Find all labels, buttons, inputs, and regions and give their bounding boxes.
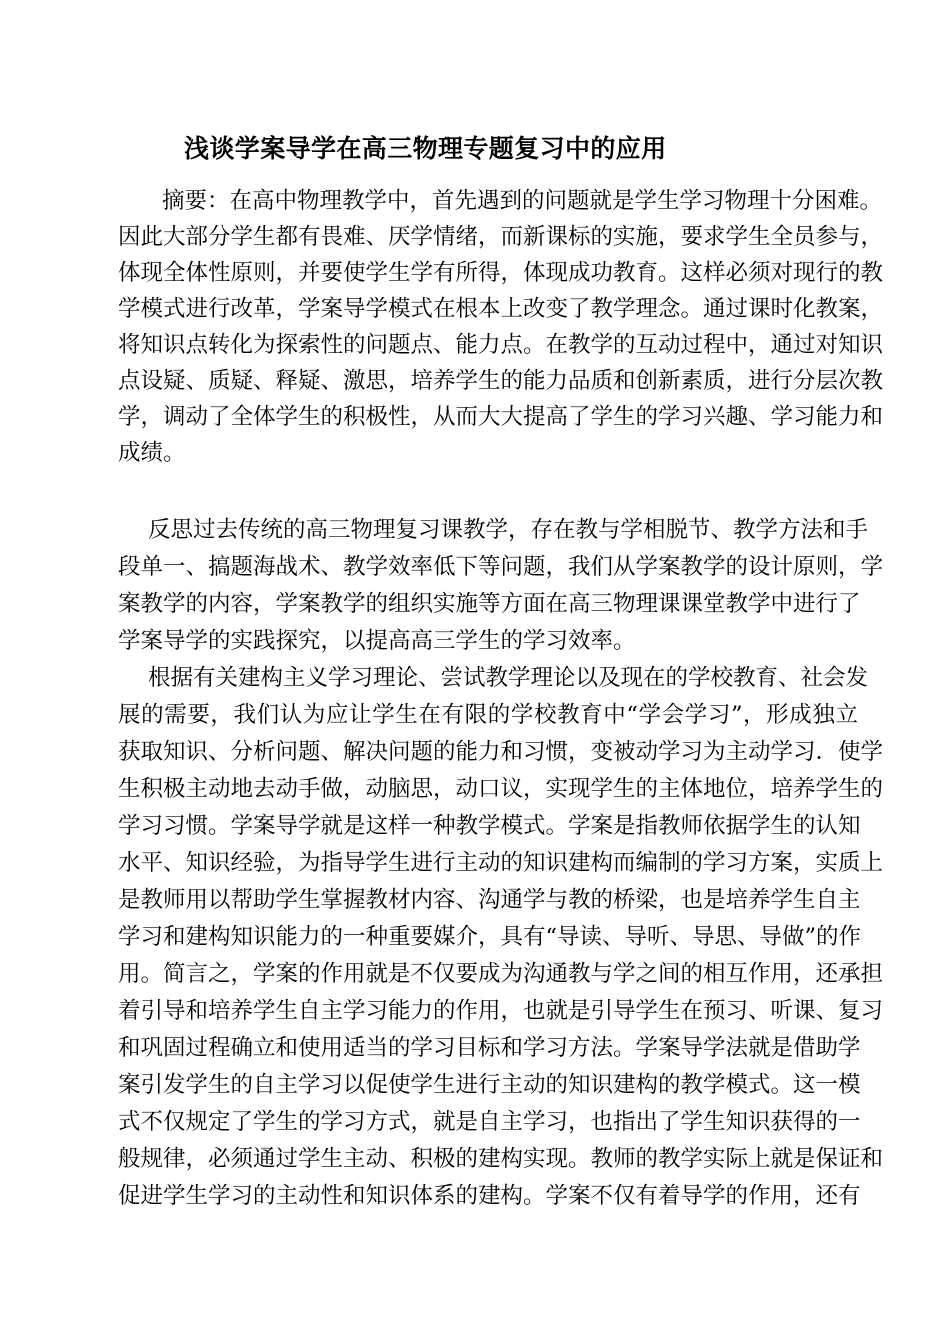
text-line: 案引发学生的自主学习以促使学生进行主动的知识建构的教学模式。这一模 [118, 1072, 861, 1098]
text-line: 生积极主动地去动手做，动脑思，动口议，实现学生的主体地位，培养学生的 [118, 776, 884, 802]
text-line: 学习习惯。学案导学就是这样一种教学模式。学案是指教师依据学生的认知 [118, 813, 861, 839]
text-line: 根据有关建构主义学习理论、尝试教学理论以及现在的学校教育、社会发 [148, 665, 869, 691]
text-line: 促进学生学习的主动性和知识体系的建构。学案不仅有着导学的作用，还有 [118, 1183, 861, 1209]
text-line: 案教学的内容，学案教学的组织实施等方面在高三物理课课堂教学中进行了 [118, 591, 861, 617]
text-line: 学习和建构知识能力的一种重要媒介，具有“导读、导听、导思、导做”的作 [118, 924, 862, 950]
document-title: 浅谈学案导学在高三物理专题复习中的应用 [184, 134, 667, 163]
text-line: 学模式进行改革，学案导学模式在根本上改变了教学理念。通过课时化教案， [118, 296, 884, 322]
text-line: 段单一、搞题海战术、教学效率低下等问题，我们从学案教学的设计原则，学 [118, 554, 884, 580]
text-line: 展的需要，我们认为应让学生在有限的学校教育中“学会学习”，形成独立 [118, 702, 858, 728]
text-line: 反思过去传统的高三物理复习课教学，存在教与学相脱节、教学方法和手 [148, 517, 869, 543]
text-line: 摘要：在高中物理教学中，首先遇到的问题就是学生学习物理十分困难。 [162, 188, 883, 214]
text-line: 般规律，必须通过学生主动、积极的建构实现。教师的教学实际上就是保证和 [118, 1146, 884, 1172]
text-line: 学案导学的实践探究，以提高高三学生的学习效率。 [118, 628, 636, 654]
text-line: 和巩固过程确立和使用适当的学习目标和学习方法。学案导学法就是借助学 [118, 1035, 861, 1061]
text-line: 体现全体性原则，并要使学生学有所得，体现成功教育。这样必须对现行的教 [118, 260, 884, 286]
text-line: 式不仅规定了学生的学习方式，就是自主学习，也指出了学生知识获得的一 [118, 1109, 861, 1135]
text-line: 是教师用以帮助学生掌握教材内容、沟通学与教的桥梁，也是培养学生自主 [118, 887, 861, 913]
text-line: 水平、知识经验，为指导学生进行主动的知识建构而编制的学习方案，实质上 [118, 850, 884, 876]
text-line: 因此大部分学生都有畏难、厌学情绪，而新课标的实施，要求学生全员参与， [118, 224, 884, 250]
text-line: 获取知识、分析问题、解决问题的能力和习惯，变被动学习为主动学习．使学 [118, 739, 884, 765]
text-line: 将知识点转化为探索性的问题点、能力点。在教学的互动过程中，通过对知识 [118, 332, 884, 358]
text-line: 着引导和培养学生自主学习能力的作用，也就是引导学生在预习、听课、复习 [118, 998, 884, 1024]
text-line: 成绩。 [118, 440, 186, 466]
text-line: 学，调动了全体学生的积极性，从而大大提高了学生的学习兴趣、学习能力和 [118, 404, 884, 430]
text-line: 用。简言之，学案的作用就是不仅要成为沟通教与学之间的相互作用，还承担 [118, 961, 884, 987]
text-line: 点设疑、质疑、释疑、激思，培养学生的能力品质和创新素质，进行分层次教 [118, 368, 884, 394]
